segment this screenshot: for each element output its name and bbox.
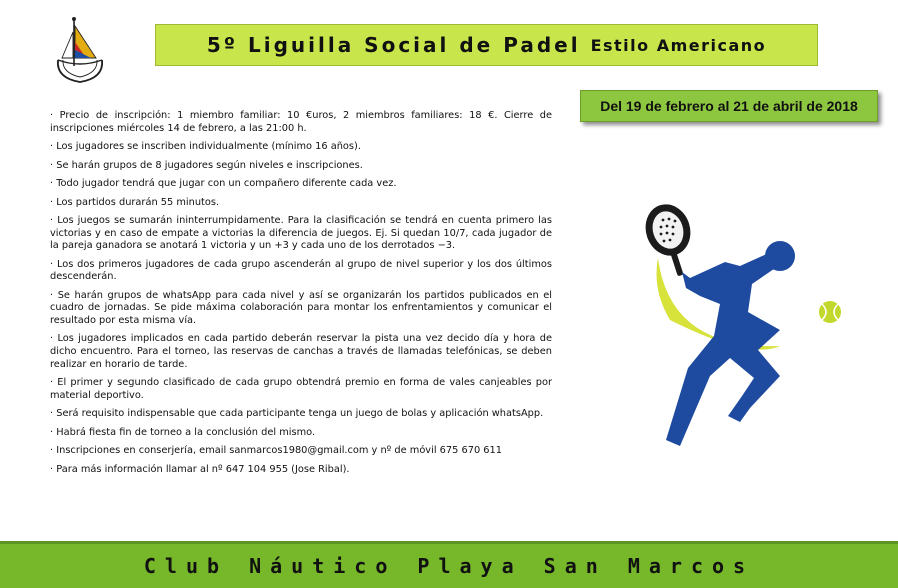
padel-player-icon [630, 200, 860, 450]
rule-item: · Los jugadores implicados en cada partido deberán reservar la pista una vez decido día y hora de dicho encuentro. Para el torneo, las reservas de canchas a través de llamadas telefónicas, se deben realizar en horario de tarde. [50, 333, 552, 371]
rule-item: · El primer y segundo clasificado de cada grupo obtendrá premio en forma de vales canjeables por material deportivo. [50, 377, 552, 402]
rule-item: · Los dos primeros jugadores de cada grupo ascenderán al grupo de nivel superior y los dos últimos descenderán. [50, 259, 552, 284]
rule-item: · Para más información llamar al nº 647 104 955 (Jose Ribal). [50, 464, 552, 477]
rule-item: · Se harán grupos de 8 jugadores según niveles e inscripciones. [50, 160, 552, 173]
rules-list [50, 110, 552, 482]
padel-racket-icon [639, 200, 697, 276]
rule-item: · Inscripciones en conserjería, email sanmarcos1980@gmail.com y nº de móvil 675 670 611 [50, 445, 552, 458]
rule-item: · Será requisito indispensable que cada participante tenga un juego de bolas y aplicación whatsApp. [50, 408, 552, 421]
rule-item: · Se harán grupos de whatsApp para cada nivel y así se organizarán los partidos publicados en el cuadro de jornadas. Se pide máxima colaboración para montar los enfrentamientos y comunicar el resultado por esta misma vía. [50, 290, 552, 328]
title-main: 5º Liguilla Social de Padel [206, 33, 581, 57]
date-range-badge [580, 90, 878, 122]
rule-item: · Habrá fiesta fin de torneo a la conclusión del mismo. [50, 427, 552, 440]
title-banner [155, 24, 818, 66]
club-emblem-icon [46, 14, 114, 86]
rule-item: · Precio de inscripción: 1 miembro familiar: 10 €uros, 2 miembros familiares: 18 €. Cierre de inscripciones miércoles 14 de febrero, a las 21:00 h. [50, 110, 552, 135]
rule-item: · Todo jugador tendrá que jugar con un compañero diferente cada vez. [50, 178, 552, 191]
footer-banner [0, 541, 898, 588]
date-range-text: Del 19 de febrero al 21 de abril de 2018 [600, 98, 858, 114]
tennis-ball-icon [819, 301, 841, 323]
rule-item: · Los juegos se sumarán ininterrumpidamente. Para la clasificación se tendrá en cuenta primero las victorias y en caso de empate a victorias la diferencia de juegos. Ej. Si quedan 10/7, cada jugador de la pareja ganadora se anotará 1 victoria y un +3 y cada uno de los derrotados −3. [50, 215, 552, 253]
rule-item: · Los jugadores se inscriben individualmente (mínimo 16 años). [50, 141, 552, 154]
rule-item: · Los partidos durarán 55 minutos. [50, 197, 552, 210]
club-name: Club Náutico Playa San Marcos [143, 554, 755, 578]
title-subtitle: Estilo Americano [590, 35, 767, 55]
